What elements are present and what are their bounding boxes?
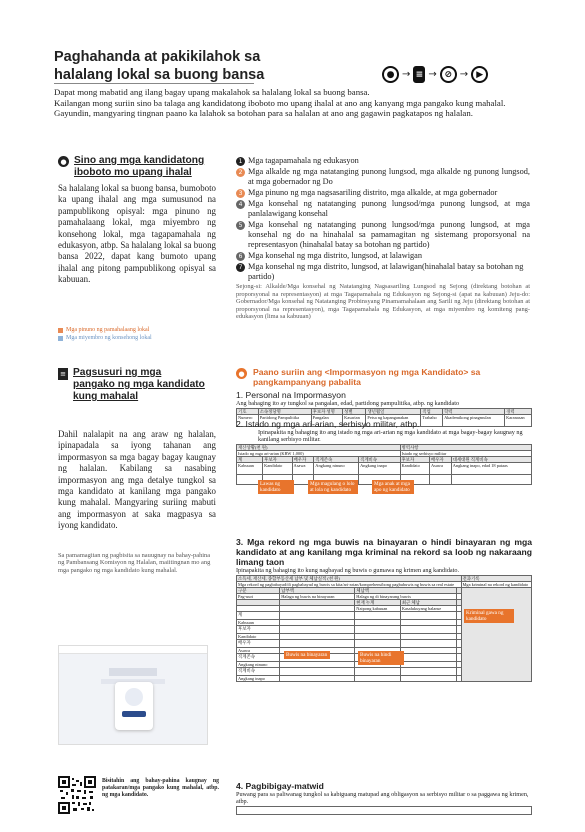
page-title: [54, 48, 304, 84]
item-title: 3. Mga rekord ng mga buwis na binayaran o hindi binayaran ng mga kandidato at ang kanilang mga kriminal na rekord sa loob ng nakaraang limang taon: [236, 537, 532, 567]
callout-descendants: Mga anak at mga apo ng kandidato: [372, 480, 414, 494]
list-item: 1 Mga tagapamahala ng edukasyon: [236, 156, 530, 166]
qr-caption: Bisitahin ang bahay-pahina kaugnay ng patakaran/mga pangako kung mahalal, atbp. ng mga kandidato.: [102, 778, 219, 798]
callout-unpaid-tax: Buwis na hindi binayaran: [358, 651, 404, 665]
section-title: Sino ang mga kandidatong iboboto mo upang ihalal: [74, 155, 205, 178]
list-item: 5 Mga konsehal ng natatanging punong lungsod/mga punong lungsod, at mga konsehal ng do na hinahalal sa pamamagitan ng sistemang proporsyonal na representasyon (hinahalal batay sa botohan ng partido): [236, 220, 530, 250]
list-item: 6 Mga konsehal ng mga distrito, lungsod, at lalawigan: [236, 251, 530, 261]
document-icon: ≡: [413, 66, 425, 83]
legend: [58, 326, 152, 342]
play-icon: ▶: [471, 66, 488, 83]
justification-box: [236, 806, 532, 815]
site-card-button: [122, 711, 146, 717]
site-header: [59, 646, 207, 654]
assets-table-area: [236, 444, 532, 492]
section-title: Pagsusuri ng mga pangako ng mga kandidato kung mahalal: [73, 367, 205, 402]
tax-table: 소득세, 재산세, 종합부동산세 납부 및 체납실적 (천 원) 전과기록 Mga rekord ng pagbabayad/di pagbabayad ng buwis sa kita/ari-arian/komprehensibong pagbubuwis ng buwis sa real estate Mga kriminal na rekord ng kandidato 구분 납부액 체납액 Pag-uuri Halaga ng buwis na binayaran Halaga ng di binayarang buwis 현재 누계 최근 체납 Naipong kabuuan Kasalukuyang balanse 계 Kabuuan 후보자 Kandidato 배우자 Asawa 직계존속 Angkang ninuno 직계비속 Angkang inapo: [236, 575, 532, 682]
title-line-1: Paghahanda at pakikilahok sa: [54, 49, 261, 65]
list-item: 2 Mga alkalde ng mga natatanging punong lungsod, mga alkalde ng punong lungsod, at mga gobernador ng Do: [236, 167, 530, 187]
arrow-icon: →: [428, 69, 437, 80]
intro-para-1: Dapat mong mabatid ang ilang bagay upang makalahok sa halalang lokal sa buong bansa.: [54, 87, 370, 97]
callout-paid-tax: Buwis na binayaran: [284, 651, 330, 659]
special-regions-note: Sejong-si: Alkalde/Mga konsehal ng Natatanging Nagsasariling Lungsod ng Sejong (direktang botohan at proporsyonal na representasyon) at mga Tagapamahala ng Edukasyon ng Sejong-si (apat na kabuuan) Jeju-do: Gobernador/Mga konsehal ng Natatanging Probinsyang Pinamamahalaan ang Sarili ng Jeju (direktang botohan at proporsyonal na representasyon), mga Tagapamahala ng Edukasyon, at mga miyembro ng komiteng pang-edukasyon (lima sa kabuuan): [236, 283, 530, 321]
item-title: 1. Personal na Impormasyon: [236, 390, 346, 400]
assets-table: 재산상황(천 원) 병역사항 Istado ng mga ari-arian (KRW 1,000) Istado ng serbisyo militar 계 후보자 배우자 직계존속 직계비속 후보자 배우자 대세대원 직계비속 Kabuuan Kandidato Asawa Angkang ninuno Angkang inapo Kandidato Asawa Angkang inapo, edad 18 pataas: [236, 444, 532, 485]
title-divider: [54, 83, 254, 84]
item-desc: Puwang para sa paliwanag tungkol sa kabiguang matupad ang obligasyon sa serbisyo militar o sa paggawa ng krimen, atbp.: [236, 791, 529, 805]
item-tax-criminal: [236, 537, 532, 745]
tax-table-area: [236, 575, 532, 745]
title-line-2: halalang lokal sa buong bansa: [54, 67, 265, 83]
document-icon: ≡: [58, 368, 68, 380]
item-assets: [236, 419, 532, 492]
section-howto: [236, 367, 532, 387]
personal-info-table: 기호 소속정당명 후보자 성명 성별 생년월일 직업 학력 경력 Numero Partidong Pampulitika Pangalan Kasarian Petsa ng kapanganakan Trabaho Akademikong pinagmulan Karanasan: [236, 408, 532, 427]
intro-para-3: Gayundin, mangyaring tingnan paano ka lalahok sa botohan para sa halalan at ano ang gagawin pagkatapos ng halalan.: [54, 108, 473, 119]
intro-text: [54, 87, 534, 119]
official-list: [236, 156, 530, 321]
site-card: [115, 682, 153, 730]
intro-para-2: Kailangan mong suriin sino ba talaga ang kandidatong iboboto mo upang ihalal at ano ang kanyang mga pangako kung mahalal.: [54, 97, 506, 108]
search-icon: ●: [236, 368, 247, 379]
item-desc: Ipinapakita ng bahaging ito kung nagbayad ng buwis o gumawa ng krimen ang kandidato.: [236, 567, 460, 574]
callout-ancestors: Mga magulang o lolo at lola ng kandidato: [308, 480, 358, 494]
site-card-image: [125, 688, 143, 706]
callout-criminal: Kriminal gawa ng kandidato: [464, 609, 514, 623]
item-title: 4. Pagbibigay-matwid: [236, 781, 324, 791]
legend-item: Mga miyembro ng konsehong lokal: [58, 334, 152, 342]
list-item: 3 Mga pinuno ng mga nagsasariling distrito, mga alkalde, at mga gobernador: [236, 188, 530, 198]
process-flow: [382, 66, 488, 83]
arrow-icon: →: [459, 69, 469, 80]
item-desc: Ang bahaging ito ay tungkol sa pangalan, edad, partidong pampulitika, atbp. ng kandidato: [236, 400, 460, 407]
callout-candidate: Lawas ng kandidato: [258, 480, 294, 494]
item-title: 2. Istado ng mga ari-arian, serbisyo militar, atbp.: [236, 419, 420, 429]
website-note: Sa pamamagitan ng pagbisita sa nauugnay na bahay-pahina ng Pambansang Komisyon ng Halalan, maiitingnan mo ang mga pangako ng mga kandidato kung mahalal.: [58, 551, 211, 574]
arrow-icon: →: [402, 69, 411, 80]
list-item: 7 Mga konsehal ng mga distrito, lungsod, at lalawigan(hinahalal batay sa botohan ng partido): [236, 262, 530, 282]
section-title: Paano suriin ang <Impormasyon ng mga Kandidato> sa pangkampanyang pabalita: [253, 367, 481, 387]
no-entry-icon: ⊘: [440, 66, 457, 83]
website-screenshot: [58, 645, 208, 745]
person-icon: ●: [58, 156, 69, 167]
person-icon: ●: [382, 66, 399, 83]
section-pledges: [58, 367, 216, 574]
qr-code: [58, 776, 96, 814]
legend-item: Mga pinuno ng pamahalaang lokal: [58, 326, 152, 334]
legend-swatch: [58, 328, 63, 333]
item-justification: [236, 781, 532, 815]
section-body: Dahil nalalapit na ang araw ng halalan, ipinapadala sa iyong tahanan ang impormasyon sa mga bagay bagay kaugnay ng halalan. Kabilang sa nasabing impormasyon ang mga detalye tungkol sa mga kandidato at kanilang mga pangako kung mahalal. Mangyaring suriing mabuti ang impormasyon at saka magpasya sa iyong kandidato.: [58, 429, 216, 531]
site-banner-text: [109, 668, 157, 676]
legend-swatch: [58, 336, 63, 341]
list-item: 4 Mga konsehal ng natatanging punong lungsod/mga punong lungsod, at mga panlalawigang konsehal: [236, 199, 530, 219]
item-desc: Ipinapakita ng bahaging ito ang istado ng mga ari-arian ng mga kandidato at mga bagay-bagay kaugnay ng kanilang serbisyo militar.: [258, 429, 523, 443]
section-body: Sa halalang lokal sa buong bansa, bumoboto ka upang ihalal ang mga sumusunod na pampublikong opisyal: mga pinuno ng pamahalaang lokal, mga miyembro ng konsehong lokal, mga tagapamahala ng edukasyon, atbp. Sa halalang lokal sa buong bansa 2022, dapat kang bumoto upang ihalal ang pitong pampublikong opisyal sa kabuuan.: [58, 183, 216, 285]
section-who-candidates: [58, 155, 216, 286]
